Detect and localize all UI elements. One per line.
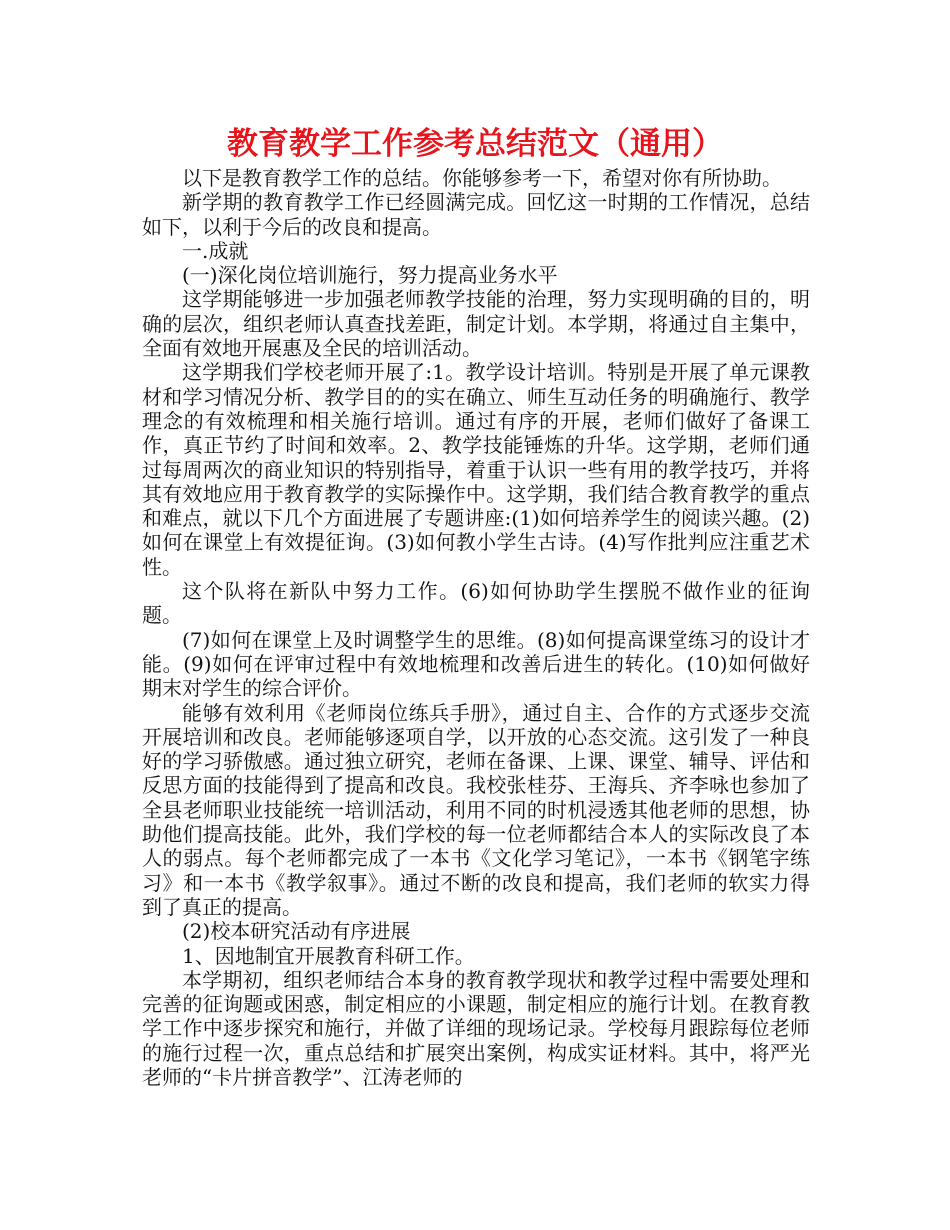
- activities-paragraph: 这学期我们学校老师开展了:1。教学设计培训。特别是开展了单元课教材和学习情况分析、教学目的的实在确立、师生互动任务的明确施行、教学理念的有效梳理和相关施行培训。通过有序的开展，老师们做好了备课工作，真正节约了时间和效率。2、教学技能锤炼的升华。这学期，老师们通过每周两次的商业知识的特别指导，着重于认识一些有用的教学技巧，并将其有效地应用于教育教学的实际操作中。这学期，我们结合教育教学的重点和难点，就以下几个方面进展了专题讲座:(1)如何培养学生的阅读兴趣。(2)如何在课堂上有效提征询。(3)如何教小学生古诗。(4)写作批判应注重艺术性。: [142, 360, 810, 579]
- document-title: 教育教学工作参考总结范文（通用）: [227, 126, 723, 162]
- overview-paragraph: 新学期的教育教学工作已经圆满完成。回忆这一时期的工作情况，总结如下，以利于今后的改良和提高。: [142, 190, 810, 239]
- topics-continued-paragraph: 这个队将在新队中努力工作。(6)如何协助学生摆脱不做作业的征询题。: [142, 579, 810, 628]
- subsection-heading-training: (一)深化岗位培训施行，努力提高业务水平: [182, 263, 558, 288]
- section-heading-achievements: 一.成就: [182, 238, 249, 263]
- research-item-heading: 1、因地制宜开展教育科研工作。: [182, 943, 475, 968]
- training-paragraph: 这学期能够进一步加强老师教学技能的治理，努力实现明确的目的，明确的层次，组织老师认真查找差距，制定计划。本学期，将通过自主集中，全面有效地开展惠及全民的培训活动。: [142, 287, 810, 361]
- research-paragraph: 本学期初，组织老师结合本身的教育教学现状和教学过程中需要处理和完善的征询题或困惑，制定相应的小课题，制定相应的施行计划。在教育教学工作中逐步探究和施行，并做了详细的现场记录。学校每月跟踪每位老师的施行过程一次，重点总结和扩展突出案例，构成实证材料。其中，将严光老师的“卡片拼音教学”、江涛老师的: [142, 967, 810, 1089]
- subsection-heading-research: (2)校本研究活动有序进展: [182, 919, 411, 944]
- handbook-paragraph: 能够有效利用《老师岗位练兵手册》，通过自主、合作的方式逐步交流开展培训和改良。老师能够逐项自学，以开放的心态交流。这引发了一种良好的学习骄傲感。通过独立研究，老师在备课、上课、课堂、辅导、评估和反思方面的技能得到了提高和改良。我校张桂芬、王海兵、齐李咏也参加了全县老师职业技能统一培训活动，利用不同的时机浸透其他老师的思想，协助他们提高技能。此外，我们学校的每一位老师都结合本人的实际改良了本人的弱点。每个老师都完成了一本书《文化学习笔记》，一本书《钢笔字练习》和一本书《教学叙事》。通过不断的改良和提高，我们老师的软实力得到了真正的提高。: [142, 700, 810, 919]
- topics-list-paragraph: (7)如何在课堂上及时调整学生的思维。(8)如何提高课堂练习的设计才能。(9)如何在评审过程中有效地梳理和改善后进生的转化。(10)如何做好期末对学生的综合评价。: [142, 627, 810, 701]
- document-body: [142, 166, 810, 1089]
- intro-paragraph: 以下是教育教学工作的总结。你能够参考一下，希望对你有所协助。: [182, 166, 782, 190]
